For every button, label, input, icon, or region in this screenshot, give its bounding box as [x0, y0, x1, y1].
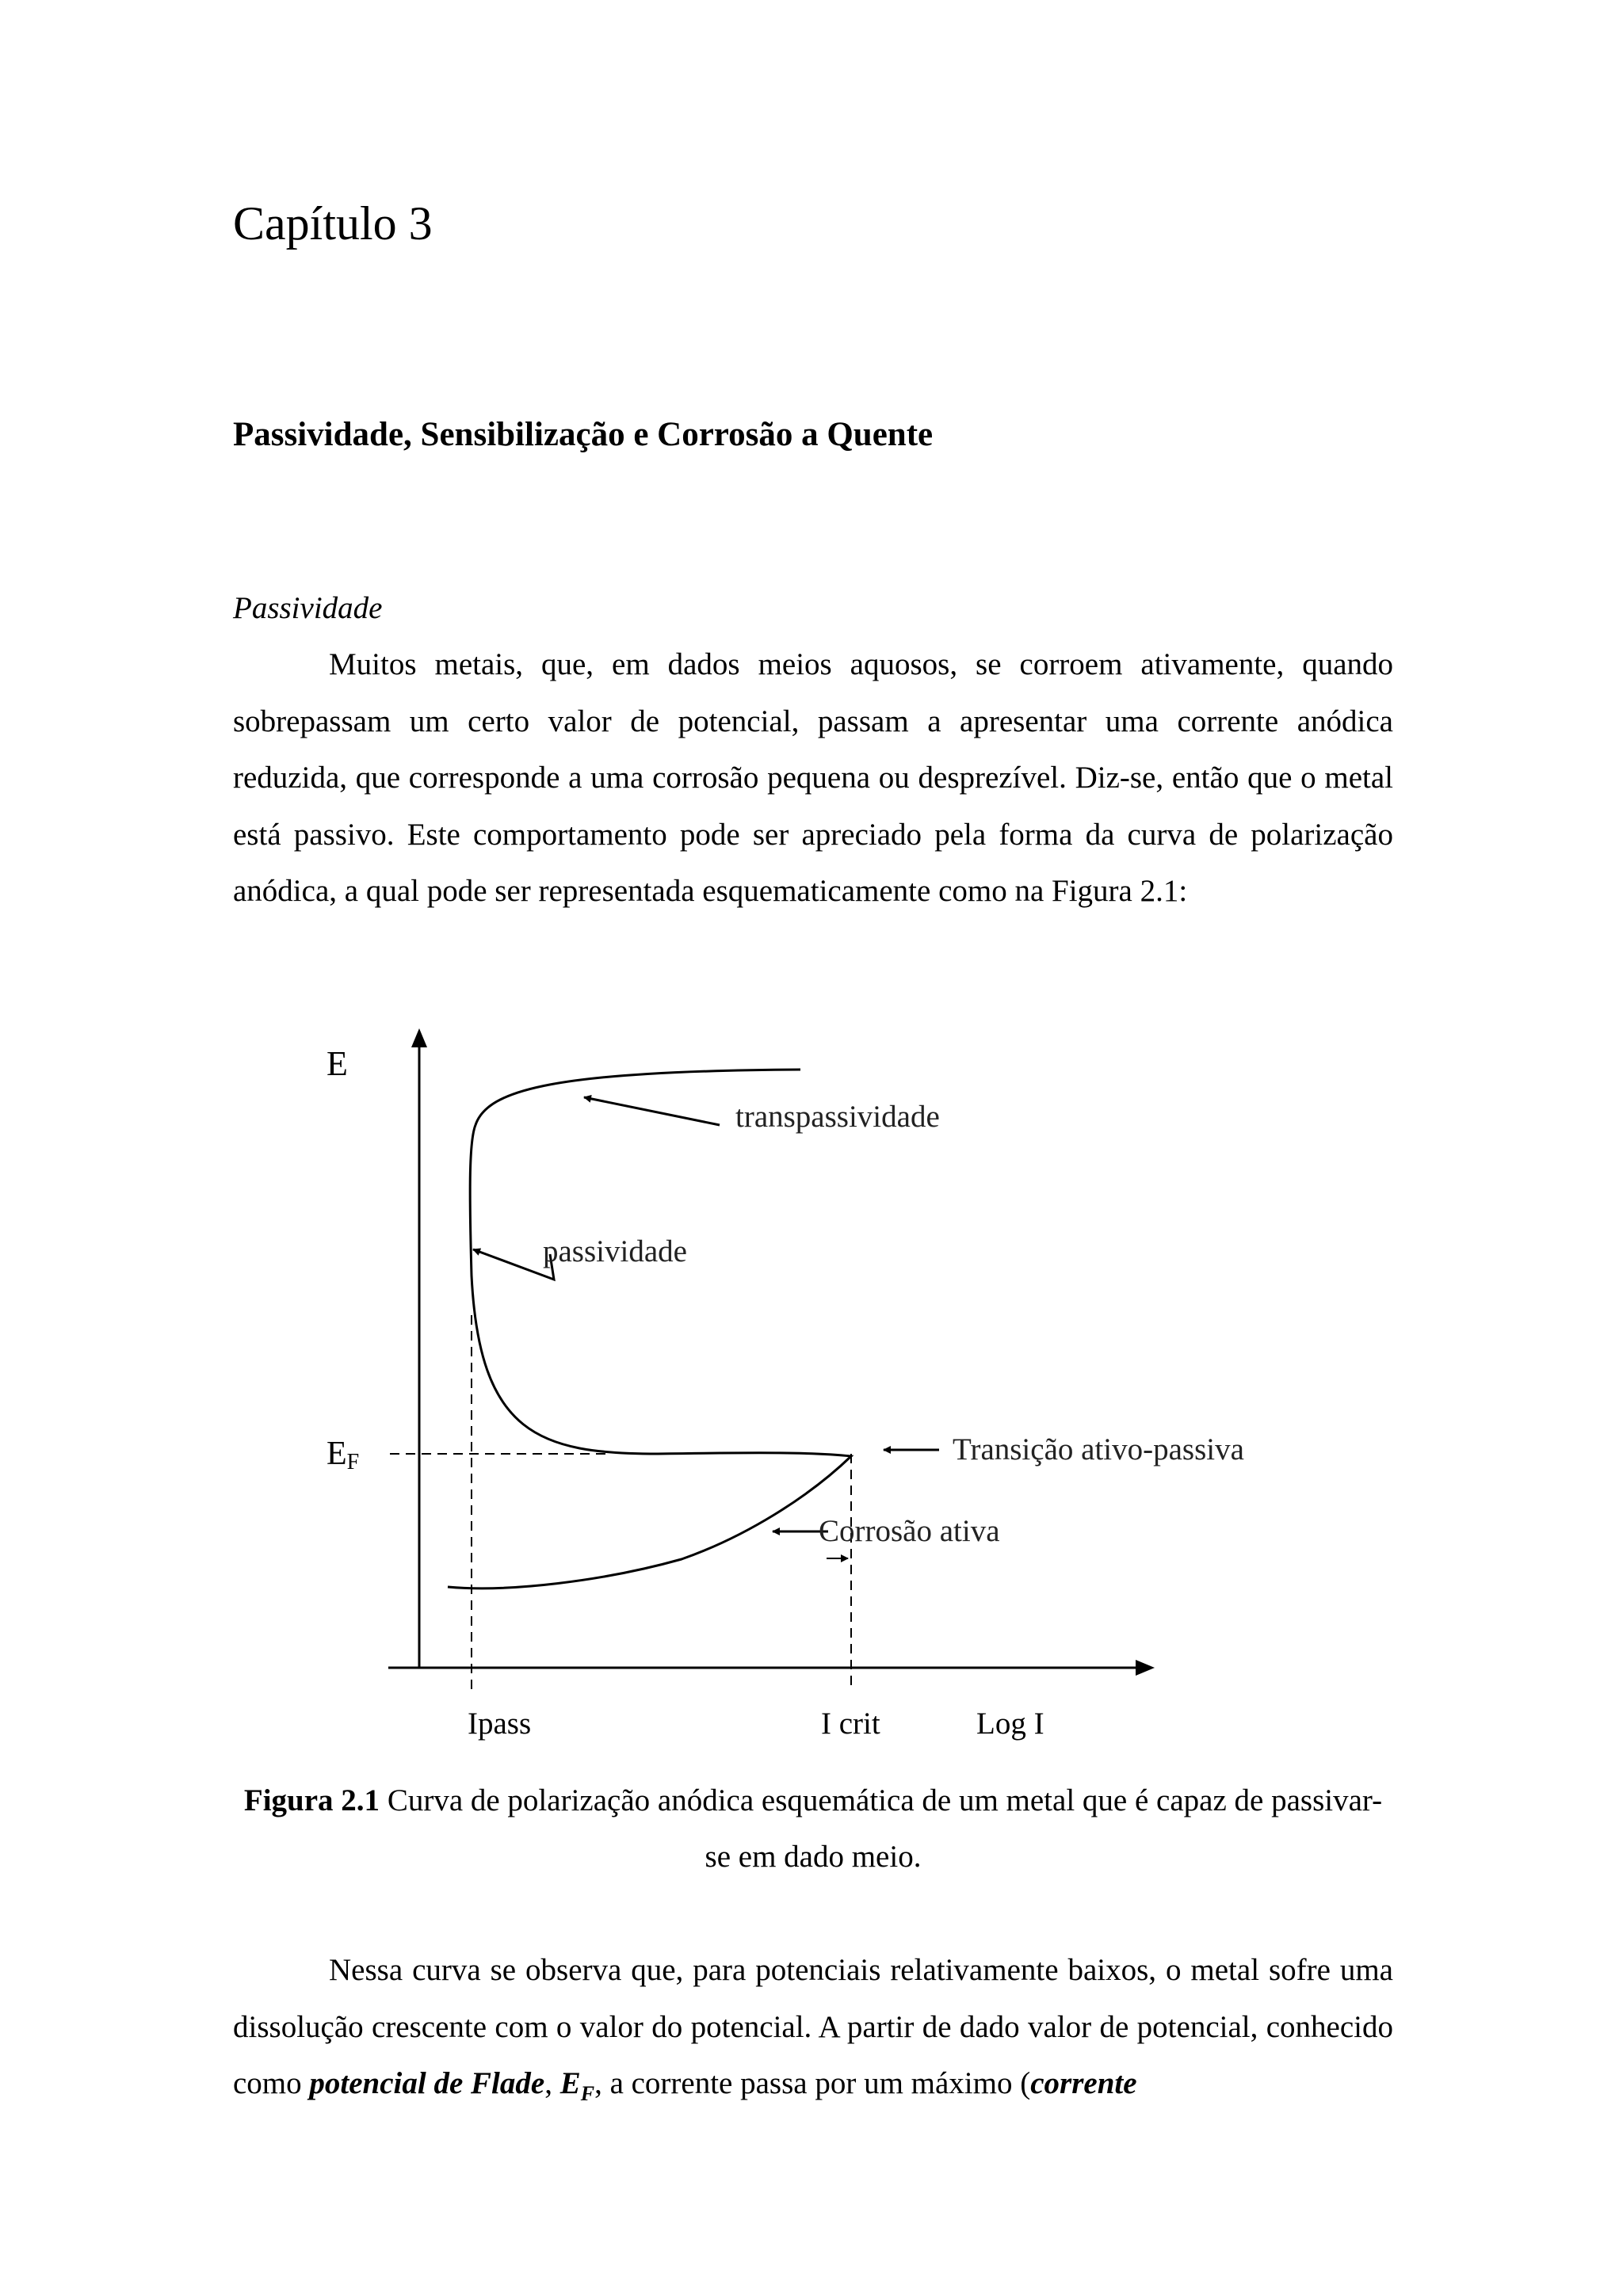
section-title: Passividade, Sensibilização e Corrosão a Quente: [233, 416, 934, 453]
label-transpassive: transpassividade: [735, 1100, 940, 1134]
tick-icrit: I crit: [821, 1707, 880, 1741]
polarization-curve: [448, 1070, 851, 1589]
figure-polarization-curve: [301, 1022, 1331, 1767]
paragraph-flade: [233, 1942, 1393, 2122]
term-flade-potential: potencial de Flade: [309, 2066, 545, 2100]
chapter-title: Capítulo 3: [233, 197, 433, 250]
y-axis-arrow-icon: [411, 1028, 427, 1047]
term-ef-sub: F: [580, 2081, 595, 2105]
axis-y-label: E: [327, 1044, 348, 1083]
ef-label: EF: [327, 1436, 360, 1474]
tick-logi: Log I: [976, 1707, 1044, 1741]
transpassive-arrow: [584, 1097, 720, 1125]
passive-arrow: [473, 1249, 554, 1280]
figure-caption: [233, 1772, 1393, 1885]
paragraph-intro: Muitos metais, que, em dados meios aquosos, se corroem ativamente, quando sobrepassam um certo valor de potencial, passam a apresentar uma corrente anódica reduzida, que corresponde a uma corrosão pequena ou desprezível. Diz-se, então que o metal está passivo. Este comportamento pode ser apreciado pela forma da curva de polarização anódica, a qual pode ser representada esquematicamente como na Figura 2.1:: [233, 647, 1393, 908]
x-axis-arrow-icon: [1136, 1660, 1155, 1676]
figure-svg: [301, 1022, 1331, 1767]
paragraph2-text-3: , a corrente passa por um máximo (: [594, 2066, 1031, 2100]
term-critical-current: corrente: [1030, 2066, 1137, 2100]
paragraph2-text-2: ,: [544, 2066, 560, 2100]
term-ef: E: [559, 2066, 581, 2100]
subsection-title: Passividade: [233, 591, 383, 625]
tick-ipass: Ipass: [468, 1707, 532, 1741]
caption-text: Curva de polarização anódica esquemática de um metal que é capaz de passivar-se em dado meio.: [380, 1783, 1383, 1874]
caption-label: Figura 2.1: [243, 1783, 380, 1817]
label-active: Corrosão ativa: [819, 1514, 1000, 1548]
paragraph2-text-1: Nessa curva se observa que, para potenciais relativamente baixos, o metal sofre uma dissolução crescente com o valor do potencial. A partir de dado valor de potencial, conhecido como: [233, 1953, 1393, 2100]
label-transition: Transição ativo-passiva: [953, 1432, 1244, 1466]
label-passive: passividade: [543, 1234, 687, 1268]
